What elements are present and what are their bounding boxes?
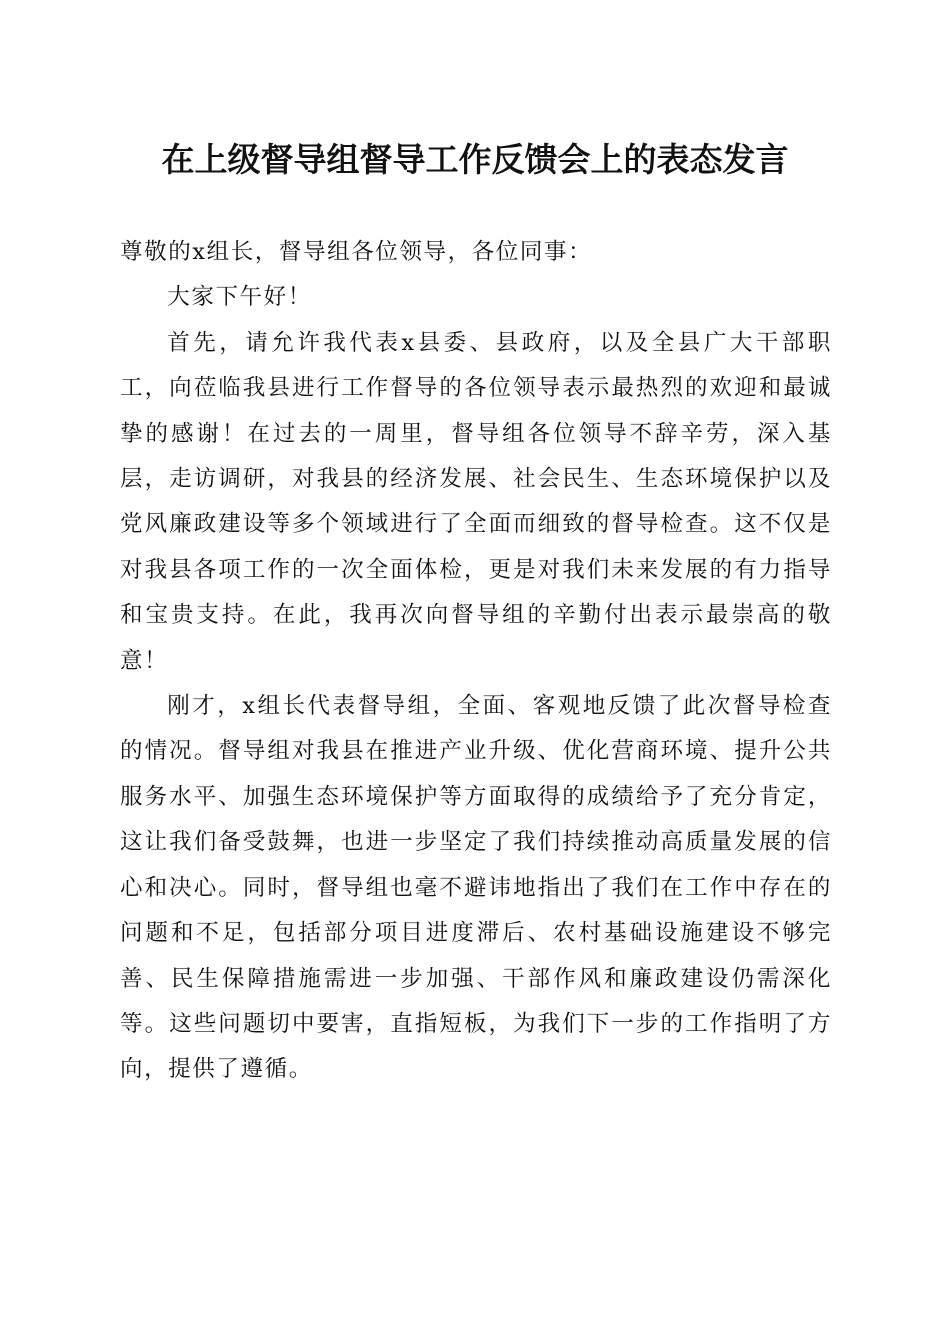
salutation-paragraph: 尊敬的x组长，督导组各位领导，各位同事： (120, 239, 593, 265)
document-body (120, 230, 832, 1093)
document-title: 在上级督导组督导工作反馈会上的表态发言 (161, 140, 789, 179)
feedback-paragraph: 刚才，x组长代表督导组，全面、客观地反馈了此次督导检查的情况。督导组对我县在推进产业升级、优化营商环境、提升公共服务水平、加强生态环境保护等方面取得的成绩给予了充分肯定，这让我们备受鼓舞，也进一步坚定了我们持续推动高质量发展的信心和决心。同时，督导组也毫不避讳地指出了我们在工作中存在的问题和不足，包括部分项目进度滞后、农村基础设施建设不够完善、民生保障措施需进一步加强、干部作风和廉政建设仍需深化等。这些问题切中要害，直指短板，为我们下一步的工作指明了方向，提供了遵循。 (120, 693, 832, 1083)
welcome-paragraph: 首先，请允许我代表x县委、县政府，以及全县广大干部职工，向莅临我县进行工作督导的各位领导表示最热烈的欢迎和最诚挚的感谢！在过去的一周里，督导组各位领导不辞辛劳，深入基层，走访调研，对我县的经济发展、社会民生、生态环境保护以及党风廉政建设等多个领域进行了全面而细致的督导检查。这不仅是对我县各项工作的一次全面体检，更是对我们未来发展的有力指导和宝贵支持。在此，我再次向督导组的辛勤付出表示最崇高的敬意！ (120, 329, 832, 674)
greeting-paragraph: 大家下午好！ (167, 284, 312, 311)
